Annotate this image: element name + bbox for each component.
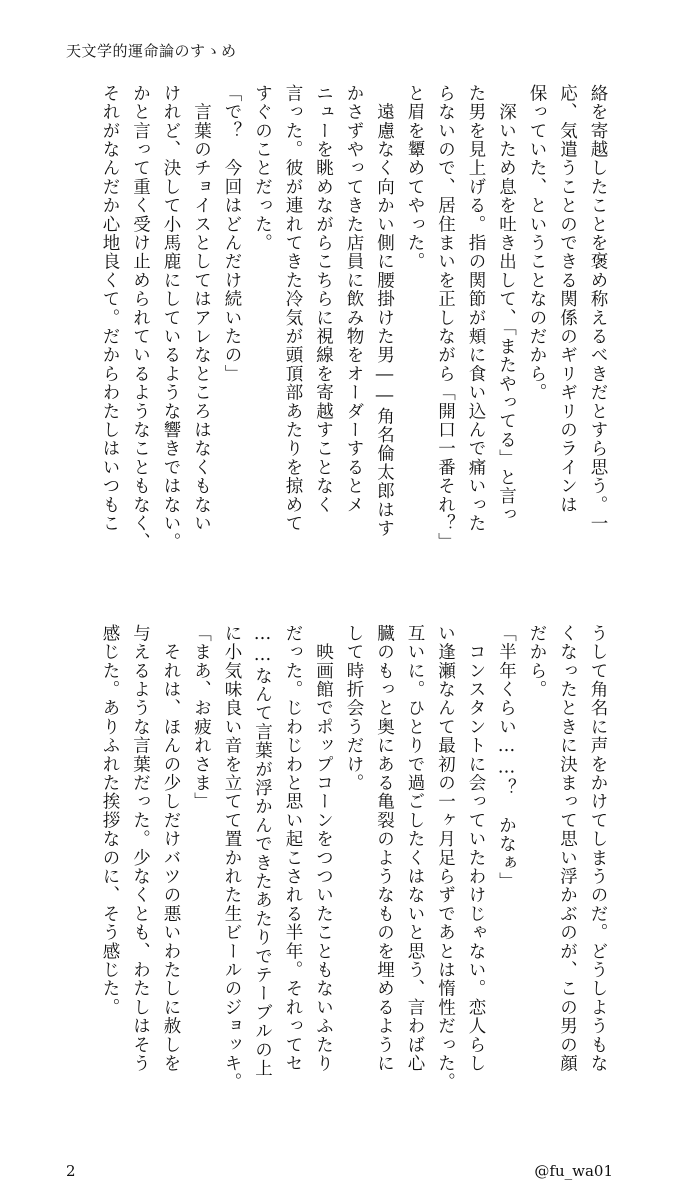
text-line: けれど、決して小馬鹿にしているような響きではない。 [161,84,181,552]
text-line: して時折会うだけ。 [344,624,364,793]
text-line: 臓のもっと奥にある亀裂のようなものを埋めるように [374,624,395,1073]
text-line: た男を見上げる。指の関節が頬に食い込んで痛いった [466,84,486,533]
text-line: 絡を寄越したことを褒め称えるべきだとすら思う。一 [588,84,608,533]
text-line: 「まあ、お疲れさま」 [191,624,212,811]
text-line: 「で？ 今回はどんだけ続いたの」 [222,84,242,384]
text-line: コンスタントに会っていたわけじゃない。恋人らし [466,624,486,1073]
text-line: ニューを眺めながらこちらに視線を寄越すことなく [313,84,334,515]
text-line: だから。 [527,624,547,699]
text-block-bottom [53,624,613,1134]
text-line: 映画館でポップコーンをつついたこともないふたり [313,624,334,1073]
text-line: に小気味良い音を立てて置かれた生ビールのジョッキ。 [222,624,242,1092]
text-line: それは、ほんの少しだけバツの悪いわたしに赦しを [161,624,181,1073]
text-line: うして角名に声をかけてしまうのだ。どうしようもな [588,624,608,1073]
text-line: かさずやってきた店員に飲み物をオーダーするとメ [344,84,364,515]
text-line: 深いため息を吐き出して、「またやってる」と言っ [496,84,517,525]
text-line: い逢瀬なんて最初の一ヶ月足らずであとは惰性だった。 [435,624,456,1092]
text-line: すぐのことだった。 [252,84,273,253]
author-handle: @fu_wa01 [534,1162,613,1180]
page-number: 2 [66,1162,76,1180]
running-header-title: 天文学的運命論のすゝめ [66,42,237,60]
text-line: だった。じわじわと思い起こされる半年。それってセ [283,624,303,1073]
text-line: 保っていた、ということなのだから。 [527,84,547,402]
text-line: らないので、居住まいを正しながら「開口一番それ？」 [435,84,456,552]
text-line: かと言って重く受け止められているようなこともなく、 [130,84,151,552]
text-line: くなったときに決まって思い浮かぶのが、この男の顔 [557,624,578,1073]
text-line: と眉を顰めてやった。 [405,84,425,271]
text-block-top [53,84,613,589]
text-line: 言葉のチョイスとしてはアレなところはなくもない [191,84,212,533]
text-line: 応、気遣うことのできる関係のギリギリのラインは [557,84,578,515]
text-line: それがなんだか心地良くて。だからわたしはいつもこ [100,84,120,533]
text-line: 感じた。ありふれた挨拶なのに、そう感じた。 [100,624,120,1017]
text-line: 言った。彼が連れてきた冷気が頭頂部あたりを掠めて [283,84,303,533]
text-line: 「半年くらい……？ かなぁ」 [496,624,517,891]
text-line: 互いに。ひとりで過ごしたくはないと思う、言わば心 [405,624,425,1073]
text-line: ……なんて言葉が浮かんできたあたりでテーブルの上 [252,624,273,1078]
text-line: 遠慮なく向かい側に腰掛けた男――角名倫太郎はす [374,84,395,538]
text-line: 与えるような言葉だった。少なくとも、わたしはそう [130,624,151,1073]
